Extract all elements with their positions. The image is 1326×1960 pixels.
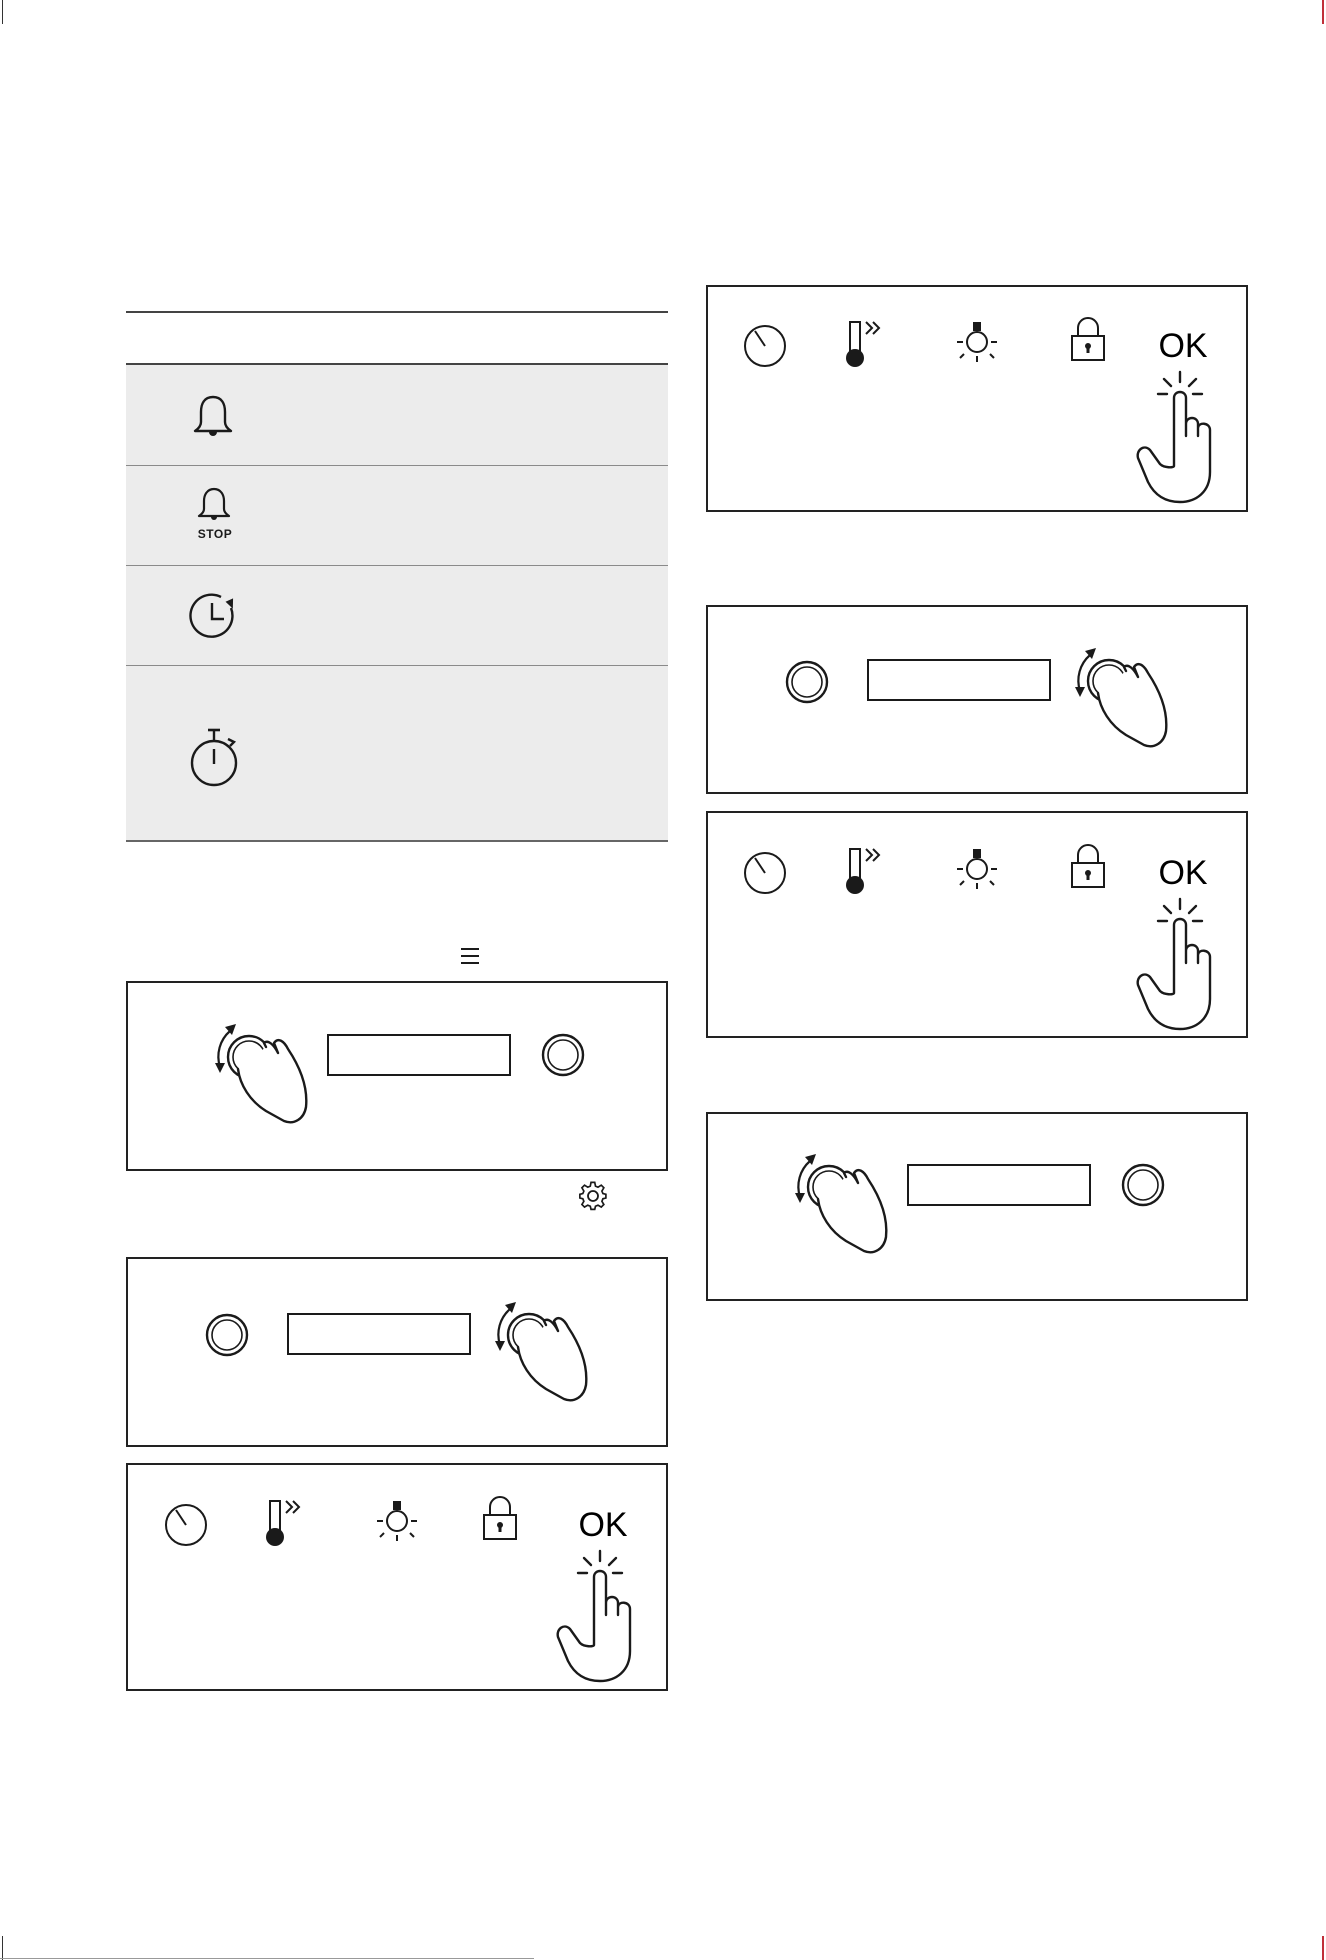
- bottom-rule: [0, 1958, 534, 1959]
- lock-icon[interactable]: [1072, 845, 1104, 887]
- control-panel-right-knob-turn: [706, 605, 1248, 794]
- lock-icon[interactable]: [484, 1497, 516, 1539]
- bell-stop-icon: [192, 486, 236, 526]
- thermometer-icon[interactable]: [266, 1501, 299, 1546]
- stopwatch-icon: [188, 726, 240, 790]
- touch-panel-ok: [706, 811, 1248, 1038]
- clock-arrow-icon: [188, 591, 240, 643]
- lamp-icon[interactable]: [957, 322, 997, 362]
- lamp-icon[interactable]: [377, 1501, 417, 1541]
- display-box: [328, 1035, 510, 1075]
- touch-panel-ok: [706, 285, 1248, 512]
- menu-icon: [460, 946, 480, 966]
- thermometer-icon[interactable]: [846, 322, 879, 367]
- crop-mark-top-left: [2, 0, 3, 24]
- right-knob-icon[interactable]: [1123, 1165, 1163, 1205]
- hand-tap-icon: [558, 1551, 630, 1681]
- control-panel-left-knob-turn: [706, 1112, 1248, 1301]
- stop-label: STOP: [197, 527, 233, 541]
- ok-button[interactable]: OK: [578, 1506, 628, 1544]
- ok-button[interactable]: OK: [1158, 854, 1208, 892]
- display-box: [908, 1165, 1090, 1205]
- table-bottom-rule: [126, 840, 668, 842]
- left-knob-icon[interactable]: [787, 662, 827, 702]
- lock-icon[interactable]: [1072, 318, 1104, 360]
- table-top-rule: [126, 311, 668, 313]
- timer-icon[interactable]: [745, 326, 785, 366]
- hand-tap-icon: [1138, 372, 1210, 502]
- bell-icon: [190, 392, 236, 442]
- crop-mark-bottom-left: [2, 1936, 3, 1960]
- crop-mark-top-right: [1322, 0, 1324, 24]
- display-box: [288, 1314, 470, 1354]
- right-knob-icon[interactable]: [543, 1035, 583, 1075]
- control-panel-left-knob-turn: [126, 981, 668, 1171]
- control-panel-right-knob-turn: [126, 1257, 668, 1447]
- touch-panel-ok: [126, 1463, 668, 1691]
- left-knob-icon[interactable]: [207, 1315, 247, 1355]
- timer-icon[interactable]: [166, 1505, 206, 1545]
- ok-button[interactable]: OK: [1158, 327, 1208, 365]
- display-box: [868, 660, 1050, 700]
- hand-tap-icon: [1138, 899, 1210, 1029]
- crop-mark-bottom-right: [1322, 1936, 1324, 1960]
- timer-icon[interactable]: [745, 853, 785, 893]
- timer-function-table: [126, 311, 668, 842]
- gear-icon: [578, 1181, 608, 1211]
- lamp-icon[interactable]: [957, 849, 997, 889]
- thermometer-icon[interactable]: [846, 849, 879, 894]
